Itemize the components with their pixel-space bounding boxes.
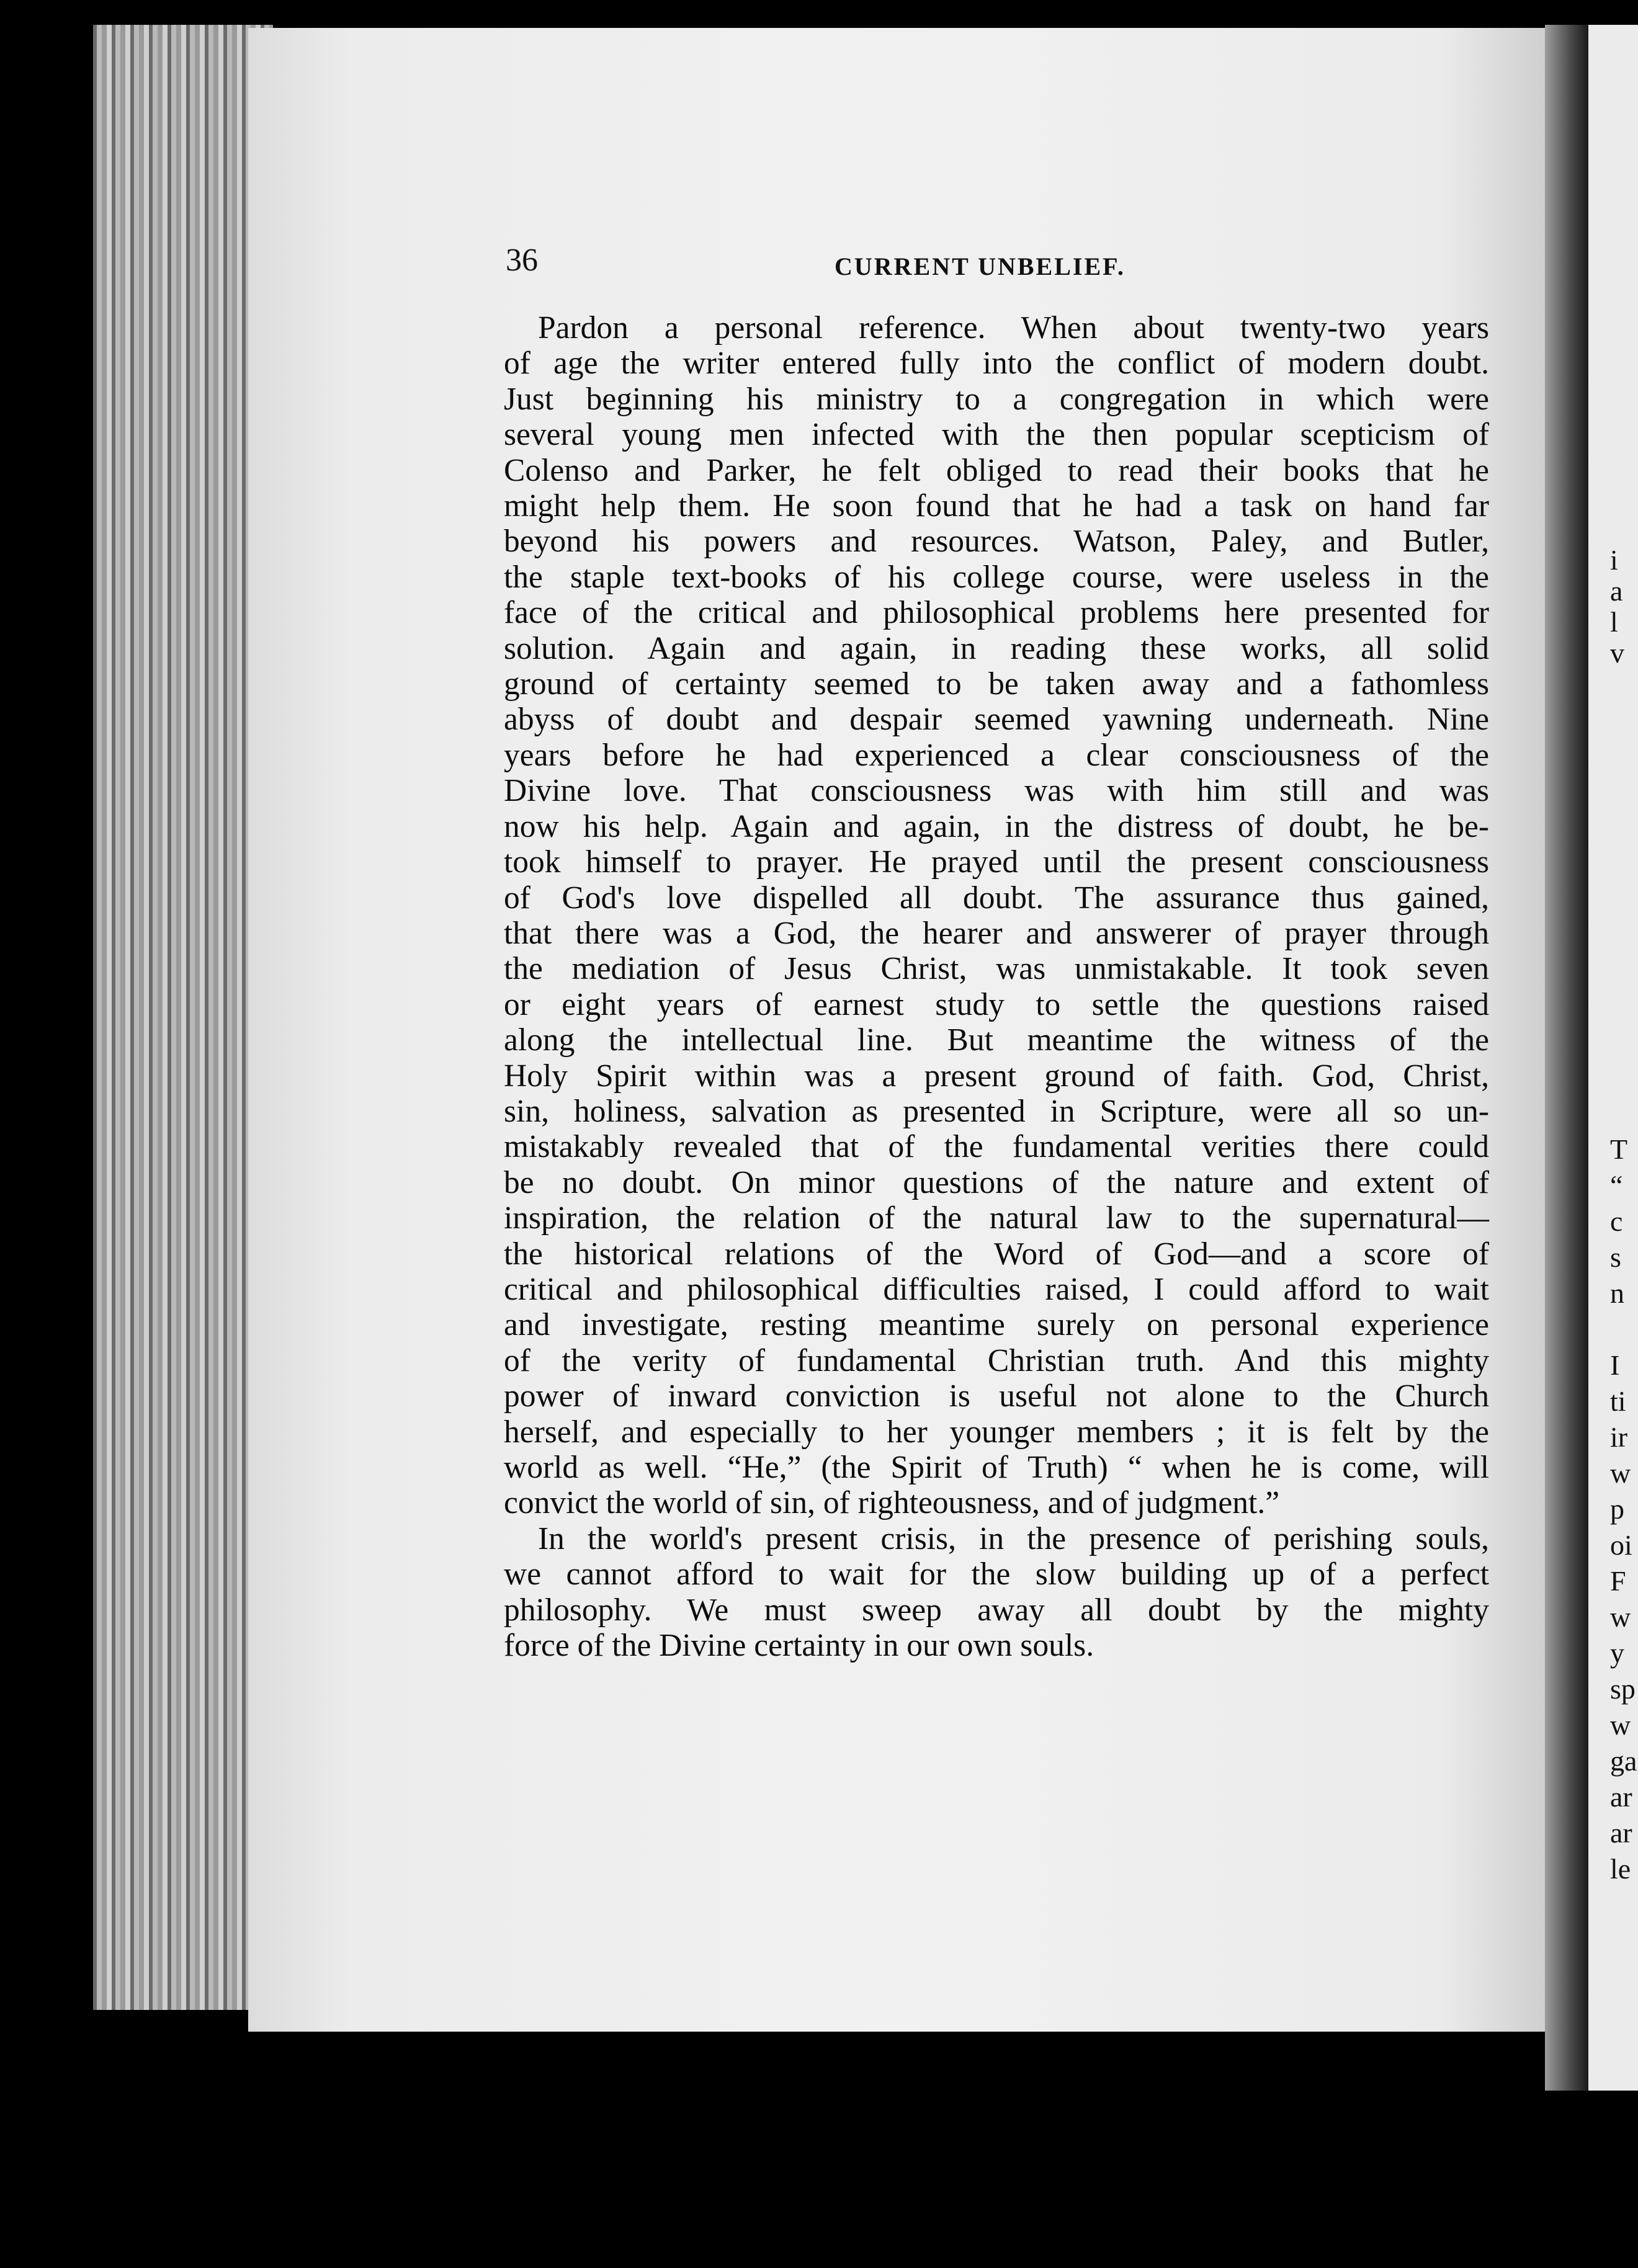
body-text	[504, 310, 1489, 1663]
page-number: 36	[506, 243, 538, 278]
text-line: world as well. “He,” (the Spirit of Truth) “ when he is come, will	[504, 1450, 1489, 1485]
text-line: of age the writer entered fully into the conflict of modern doubt.	[504, 346, 1489, 382]
text-line: Colenso and Parker, he felt obliged to read their books that he	[504, 452, 1489, 488]
facing-page-fragment: w	[1610, 1457, 1631, 1489]
text-line: critical and philosophical difficulties raised, I could afford to wait	[504, 1271, 1489, 1307]
facing-page-fragment: n	[1610, 1277, 1624, 1309]
running-head	[506, 242, 1492, 285]
paragraph	[504, 310, 1489, 1521]
facing-page-fragment: l	[1610, 606, 1618, 638]
text-line: the historical relations of the Word of God—and a score of	[504, 1236, 1489, 1272]
text-line: Holy Spirit within was a present ground of faith. God, Christ,	[504, 1058, 1489, 1094]
facing-page-fragment: s	[1610, 1241, 1621, 1273]
facing-page-fragment: w	[1610, 1709, 1631, 1741]
facing-page-fragment: p	[1610, 1493, 1624, 1525]
paragraph	[504, 1521, 1489, 1664]
text-line: along the intellectual line. But meantime the witness of the	[504, 1022, 1489, 1058]
running-title: CURRENT UNBELIEF.	[835, 252, 1126, 280]
facing-page-fragment: ar	[1610, 1781, 1632, 1813]
text-line: now his help. Again and again, in the distress of doubt, he be-	[504, 808, 1489, 844]
facing-page-fragment: ar	[1610, 1817, 1632, 1849]
facing-page-fragment: c	[1610, 1205, 1623, 1237]
facing-page-fragment: ir	[1610, 1421, 1628, 1453]
text-line: inspiration, the relation of the natural law to the supernatural—	[504, 1200, 1489, 1236]
facing-page-fragment: I	[1610, 1349, 1620, 1381]
text-line: philosophy. We must sweep away all doubt by the mighty	[504, 1592, 1489, 1628]
text-line: took himself to prayer. He prayed until the present consciousness	[504, 844, 1489, 880]
text-line: of God's love dispelled all doubt. The assurance thus gained,	[504, 880, 1489, 916]
text-line: the staple text-books of his college course, were useless in the	[504, 559, 1489, 595]
page-edges-stack	[93, 25, 273, 2010]
text-line: mistakably revealed that of the fundamental verities there could	[504, 1129, 1489, 1165]
text-line: sin, holiness, salvation as presented in Scripture, were all so un-	[504, 1093, 1489, 1129]
text-line: Just beginning his ministry to a congregation in which were	[504, 381, 1489, 417]
text-line: In the world's present crisis, in the presence of perishing souls,	[538, 1520, 1489, 1556]
facing-page-fragment: ga	[1610, 1745, 1637, 1777]
text-line: ground of certainty seemed to be taken away and a fathomless	[504, 666, 1489, 702]
text-line: that there was a God, the hearer and answerer of prayer through	[504, 915, 1489, 951]
facing-page-fragment: F	[1610, 1565, 1626, 1597]
text-line: and investigate, resting meantime surely on personal experience	[504, 1307, 1489, 1343]
text-line: face of the critical and philosophical problems here presented for	[504, 595, 1489, 631]
facing-page-fragment: y	[1610, 1637, 1624, 1669]
facing-page-fragment: w	[1610, 1601, 1631, 1633]
text-line: or eight years of earnest study to settle the questions raised	[504, 986, 1489, 1022]
text-line: several young men infected with the then popular scepticism of	[504, 417, 1489, 453]
facing-page-fragment: oi	[1610, 1529, 1632, 1561]
facing-page-fragment: v	[1610, 637, 1624, 669]
text-line: force of the Divine certainty in our own souls.	[504, 1628, 1094, 1664]
text-line: power of inward conviction is useful not alone to the Church	[504, 1378, 1489, 1414]
text-line: herself, and especially to her younger members ; it is felt by the	[504, 1414, 1489, 1450]
text-line: of the verity of fundamental Christian truth. And this mighty	[504, 1342, 1489, 1378]
text-line: be no doubt. On minor questions of the nature and extent of	[504, 1164, 1489, 1200]
facing-page-fragment: T	[1610, 1133, 1628, 1165]
facing-page-fragment: ti	[1610, 1385, 1626, 1417]
facing-page-fragment: sp	[1610, 1673, 1636, 1705]
text-line: years before he had experienced a clear consciousness of the	[504, 737, 1489, 773]
text-line: Pardon a personal reference. When about twenty-two years	[538, 310, 1489, 346]
text-line: convict the world of sin, of righteousness, and of judgment.”	[504, 1485, 1280, 1521]
text-line: might help them. He soon found that he had a task on hand far	[504, 488, 1489, 524]
text-line: abyss of doubt and despair seemed yawning underneath. Nine	[504, 702, 1489, 738]
text-line: beyond his powers and resources. Watson, Paley, and Butler,	[504, 524, 1489, 560]
facing-page-fragment: a	[1610, 575, 1623, 607]
text-line: we cannot afford to wait for the slow building up of a perfect	[504, 1556, 1489, 1592]
text-line: Divine love. That consciousness was with him still and was	[504, 773, 1489, 809]
facing-page-fragment: le	[1610, 1853, 1631, 1885]
facing-page-fragment: “	[1610, 1169, 1623, 1201]
facing-page-fragment: i	[1610, 544, 1618, 576]
text-line: the mediation of Jesus Christ, was unmistakable. It took seven	[504, 951, 1489, 987]
text-line: solution. Again and again, in reading these works, all solid	[504, 630, 1489, 666]
book-gutter-shadow	[1545, 25, 1588, 2091]
